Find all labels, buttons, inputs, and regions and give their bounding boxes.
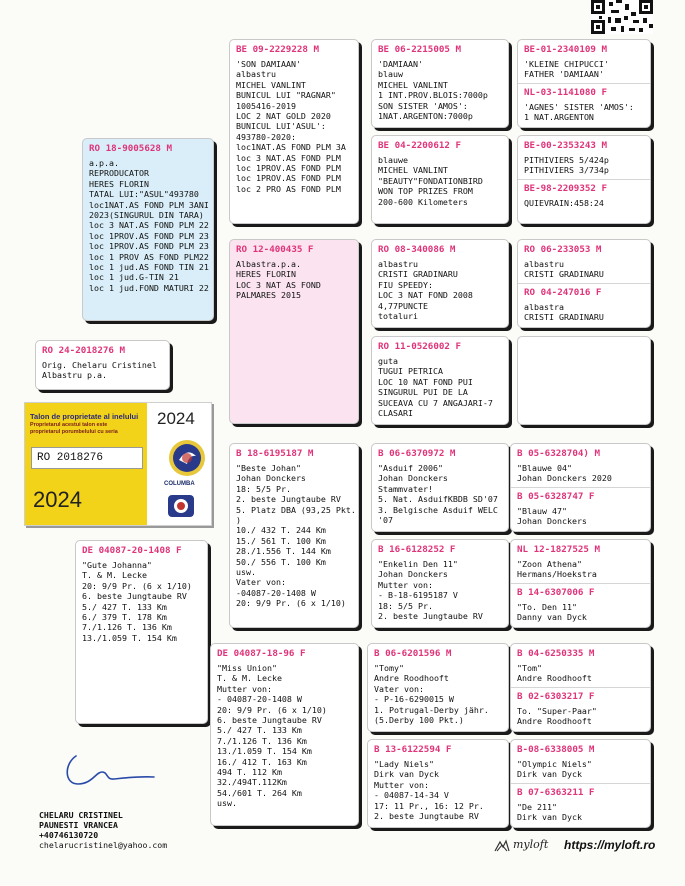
card-line: 7./1.126 T. 136 Km	[217, 735, 307, 746]
card-line: Albastra.p.a.	[236, 259, 301, 269]
card-line: 3. Belgische Asduif WELC	[378, 504, 498, 515]
ring-number: BE-98-2209352 F	[524, 182, 607, 194]
card-line: "Miss Union"	[217, 663, 277, 673]
ring-number: B 06-6370972 M	[378, 448, 456, 459]
pedigree-card-dam-sire	[229, 443, 359, 628]
card-line: 493780-2020:	[236, 131, 296, 142]
card-line: loc 3 NAT.AS FOND PLM	[236, 152, 341, 163]
card-line: 6. beste Jungtaube RV	[217, 715, 322, 726]
owner-name: CHELARU CRISTINEL	[39, 810, 123, 820]
ring-number: RO 24-2018276 M	[42, 345, 125, 356]
myloft-url-link[interactable]: https://myloft.ro	[564, 838, 656, 852]
card-line: albastru	[236, 69, 276, 80]
card-line: )	[236, 515, 241, 526]
card-line: loc 3 NAT.AS FOND PLM 22	[89, 220, 209, 231]
card-line: - B-18-6195187 V	[378, 590, 458, 601]
card-line: loc 1 jud.G-TIN 21	[89, 272, 179, 283]
card-line: "Tom"	[517, 663, 542, 673]
card-line: albastra	[524, 301, 564, 312]
talon-title: Talon de proprietate al inelului	[30, 412, 139, 421]
card-line: totaluri	[378, 311, 418, 322]
card-line: PITHIVIERS 3/734p	[524, 165, 609, 176]
card-line: PALMARES 2015	[236, 290, 301, 301]
divider	[518, 83, 650, 84]
owner-city: PAUNESTI VRANCEA	[39, 820, 118, 830]
card-line: "Enkelin Den 11"	[378, 559, 458, 569]
card-line: "Beste Johan"	[236, 463, 301, 473]
card-line: LOC 10 NAT FOND PUI	[378, 376, 473, 387]
divider	[511, 583, 650, 584]
card-line: 18: 5/5 Pr.	[378, 600, 433, 611]
ring-number: RO 08-340086 M	[378, 244, 456, 255]
card-line: BUNICUL LUI "RAGNAR"	[236, 90, 336, 101]
card-line: Johan Donckers	[378, 473, 448, 484]
card-line: 17: 11 Pr., 16: 12 Pr.	[374, 800, 484, 811]
card-line: "Blauwe 04"	[517, 463, 572, 473]
card-line: CLASARI	[378, 408, 413, 419]
card-line: usw.	[236, 567, 256, 578]
card-line: Andre Roodhooft	[517, 716, 592, 727]
ring-number: B 06-6201596 M	[374, 648, 452, 659]
ring-number: BE-00-2353243 M	[524, 140, 607, 151]
card-line: REPRODUCATOR	[89, 168, 149, 179]
card-line: 15./ 561 T. 100 Km	[236, 535, 326, 546]
ring-number: NL-03-1141080 F	[524, 86, 607, 98]
pedigree-card	[367, 739, 509, 828]
columba-emblem-icon	[168, 439, 206, 477]
card-line: Mutter von:	[378, 579, 433, 590]
pedigree-card-main	[35, 340, 170, 390]
card-line: 5. Platz DBA (93,25 Pkt.	[236, 504, 356, 515]
card-line: "Zoon Athena"	[517, 559, 582, 569]
card-line: "Blauw 47"	[517, 505, 567, 516]
card-line: albastru	[378, 259, 418, 269]
card-line: LOC 2 NAT GOLD 2020	[236, 111, 331, 122]
card-line: 13./1.059 T. 154 Km	[217, 746, 312, 757]
card-line: 50./ 556 T. 100 Km	[236, 556, 326, 567]
card-line: LOC 3 NAT FOND 2008	[378, 290, 473, 301]
card-line: 5./ 427 T. 133 Km	[82, 601, 167, 612]
card-line: HERES FLORIN	[236, 269, 296, 280]
pedigree-card	[371, 443, 509, 532]
card-line: usw.	[217, 798, 237, 809]
card-line: SON SISTER 'AMOS':	[378, 100, 468, 111]
myloft-logo-icon	[494, 839, 510, 853]
card-line: loc 1 jud.FOND MATURI 22	[89, 282, 209, 293]
ring-number: RO 04-247016 F	[524, 286, 602, 298]
ring-number: B 13-6122594 F	[374, 744, 452, 755]
card-line: Andre Roodhooft	[517, 673, 592, 684]
pedigree-card	[367, 643, 509, 732]
federation-logo-icon	[168, 495, 194, 517]
ring-number: RO 12-400435 F	[236, 244, 314, 255]
card-line: 13./1.059 T. 154 Km	[82, 632, 177, 643]
card-line: TUGUI PETRICA	[378, 366, 443, 377]
myloft-footer	[494, 838, 674, 858]
card-line: 20: 9/9 Pr. (6 x 1/10)	[236, 598, 346, 609]
card-line: "To. Den 11"	[517, 601, 577, 612]
ring-number: RO 06-233053 M	[524, 244, 602, 255]
card-line: 2023(SINGURUL DIN TARA)	[89, 210, 204, 221]
card-line: loc1NAT.AS FOND PLM 3ANI	[89, 199, 209, 210]
card-line: loc 1PROV.AS FOND PLM 23	[89, 230, 209, 241]
card-line: loc 1PROV.AS FOND PLM 23	[89, 241, 209, 252]
divider	[518, 283, 650, 284]
card-line: 5. Nat. AsduifKBDB SD'07	[378, 494, 498, 505]
pedigree-card-sire-sire-sire	[229, 39, 359, 224]
pedigree-card-dam-dam	[210, 643, 359, 826]
card-line: "Olympic Niels"	[517, 759, 592, 769]
pedigree-card-sire	[82, 138, 214, 321]
card-line: 6./ 379 T. 178 Km	[82, 612, 167, 623]
ring-number: DE 04087-18-96 F	[217, 648, 306, 659]
card-line: '07	[378, 515, 393, 526]
ring-number: BE 09-2229228 M	[236, 44, 319, 55]
card-line: 494 T. 112 Km	[217, 767, 282, 778]
owner-phone: +40746130720	[39, 830, 99, 840]
card-line: Dirk van Dyck	[374, 769, 439, 780]
card-line: loc 2 PRO AS FOND PLM	[236, 183, 341, 194]
card-line: BUNICUL LUI'ASUL':	[236, 121, 326, 132]
card-line: a.p.a.	[89, 158, 119, 168]
ring-number: B 05-6328704) M	[517, 448, 600, 459]
card-line: loc 1 jud.AS FOND TIN 21	[89, 262, 209, 273]
card-line: Vater von:	[374, 683, 424, 694]
pedigree-card	[371, 39, 509, 128]
ring-number: RO 11-0526002 F	[378, 341, 461, 352]
card-line: blauwe	[378, 155, 408, 165]
ring-number: BE 06-2215005 M	[378, 44, 461, 55]
pedigree-card	[371, 336, 509, 425]
card-line: 1005416-2019	[236, 100, 296, 111]
pedigree-card-pair	[510, 739, 651, 828]
divider	[518, 179, 650, 180]
card-line: guta	[378, 356, 398, 366]
divider	[511, 487, 650, 488]
pedigree-card-sire-dam	[229, 239, 359, 424]
card-line: Johan Donckers	[236, 473, 306, 484]
card-line: PITHIVIERS 5/424p	[524, 155, 609, 165]
card-line: "De 211"	[517, 801, 557, 812]
card-line: MICHEL VANLINT	[378, 165, 448, 176]
card-line: MICHEL VANLINT	[236, 79, 306, 90]
ring-number: NL 12-1827525 M	[517, 544, 600, 555]
card-line: 18: 5/5 Pr.	[236, 483, 291, 494]
talon-year: 2024	[157, 409, 195, 428]
card-line: loc1NAT.AS FOND PLM 3A	[236, 142, 346, 153]
card-line: To. "Super-Paar"	[517, 705, 597, 716]
card-line: CRISTI GRADINARU	[378, 269, 458, 280]
card-line: MICHEL VANLINT	[378, 79, 448, 90]
pedigree-card-pair	[517, 135, 651, 224]
ring-number: RO 18-9005628 M	[89, 143, 172, 154]
card-line: LOC 3 NAT AS FOND	[236, 279, 321, 290]
card-line: 2. beste Jungtaube RV	[374, 811, 479, 822]
columba-label: COLUMBA	[164, 481, 195, 487]
card-line: Mutter von:	[374, 779, 429, 790]
card-line: "BEAUTY"FONDATIONBIRD	[378, 175, 483, 186]
qr-code-icon	[591, 0, 653, 34]
ring-number: BE 04-2200612 F	[378, 140, 461, 151]
card-line: Orig. Chelaru Cristinel	[42, 360, 157, 370]
card-line: QUIEVRAIN:458:24	[524, 197, 604, 208]
ring-number: B 05-6328747 F	[517, 490, 595, 502]
card-line: Johan Donckers	[378, 569, 448, 580]
card-line: -04087-20-1408 W	[236, 587, 316, 598]
card-line: Hermans/Hoekstra	[517, 569, 597, 580]
card-line: Johan Donckers 2020	[517, 473, 612, 484]
card-line: T. & M. Lecke	[82, 570, 147, 581]
ring-ownership-card	[24, 402, 212, 526]
card-line: Andre Roodhooft	[374, 673, 449, 684]
pedigree-card-pair	[517, 39, 651, 128]
card-line: "Asduif 2006"	[378, 463, 443, 473]
card-line: Dirk van Dyck	[517, 769, 582, 780]
card-line: "Lady Niels"	[374, 759, 434, 769]
owner-email: chelarucristinel@yahoo.com	[39, 840, 168, 850]
ring-number: DE 04087-20-1408 F	[82, 545, 182, 556]
pedigree-card	[371, 539, 509, 628]
card-line: SINGURUL PUI DE LA	[378, 387, 468, 398]
pedigree-card-pair	[510, 539, 651, 628]
ring-number: B 04-6250335 M	[517, 648, 595, 659]
card-line: (5.Derby 100 Pkt.)	[374, 715, 464, 726]
card-line: T. & M. Lecke	[217, 673, 282, 684]
ring-number-field: RO 2018276	[31, 447, 143, 469]
card-line: 10./ 432 T. 244 Km	[236, 525, 326, 536]
card-line: "Gute Johanna"	[82, 560, 152, 570]
pedigree-card-dam	[75, 540, 208, 724]
card-line: 1 INT.PROV.BLOIS:7000p	[378, 90, 488, 101]
myloft-logo-text: myloft	[513, 838, 549, 851]
talon-year: 2024	[33, 487, 82, 512]
signature-icon	[62, 746, 158, 794]
card-line: 'KLEINE CHIPUCCI'	[524, 59, 609, 69]
card-line: TATAL LUI:"ASUL"493780	[89, 189, 199, 200]
card-line: 'SON DAMIAAN'	[236, 59, 301, 69]
ring-number: B 02-6303217 F	[517, 690, 595, 702]
card-line: "Tomy"	[374, 663, 404, 673]
card-line: Mutter von:	[217, 683, 272, 694]
card-line: 200-600 Kilometers	[378, 196, 468, 207]
card-line: 6. beste Jungtaube RV	[82, 591, 187, 602]
pedigree-card	[371, 135, 509, 224]
card-line: CRISTI GRADINARU	[524, 269, 604, 280]
ring-number: B 18-6195187 M	[236, 448, 314, 459]
ring-number: BE-01-2340109 M	[524, 44, 607, 55]
card-line: 1NAT.ARGENTON:7000p	[378, 111, 473, 122]
ring-number: B 14-6307006 F	[517, 586, 595, 598]
ring-number: B-08-6338005 M	[517, 744, 595, 755]
pedigree-card-pair	[510, 643, 651, 732]
card-line: - 04087-14-34 V	[374, 790, 449, 801]
card-line: HERES FLORIN	[89, 178, 149, 189]
owner-info	[39, 810, 167, 850]
card-line: FIU SPEEDY:	[378, 279, 433, 290]
card-line: 'AGNES' SISTER 'AMOS':	[524, 101, 634, 112]
card-line: - P-16-6290015 W	[374, 694, 454, 705]
card-line: 20: 9/9 Pr. (6 x 1/10)	[82, 580, 192, 591]
talon-subtitle	[30, 422, 118, 435]
card-line: loc 1PROV.AS FOND PLM	[236, 173, 341, 184]
card-line: 1. Potrugal-Derby jähr.	[374, 704, 489, 715]
card-line: Dirk van Dyck	[517, 812, 582, 823]
card-line: 32./494T.112Km	[217, 777, 287, 788]
card-line: albastru	[524, 259, 564, 269]
card-line: Johan Donckers	[517, 516, 587, 527]
card-line: Stammvater!	[378, 483, 433, 494]
divider	[511, 687, 650, 688]
pedigree-card-empty	[517, 336, 651, 425]
card-line: 28./1.556 T. 144 Km	[236, 546, 331, 557]
card-line: 2. beste Jungtaube RV	[236, 494, 341, 505]
card-line: - 04087-20-1408 W	[217, 694, 302, 705]
card-line: Albastru p.a.	[42, 370, 107, 381]
card-line: 20: 9/9 Pr. (6 x 1/10)	[217, 704, 327, 715]
card-line: WON TOP PRIZES FROM	[378, 186, 473, 197]
card-line: SUCEAVA CU 7 ANGAJARI-7	[378, 397, 493, 408]
card-line: Danny van Dyck	[517, 612, 587, 623]
card-line: 5./ 427 T. 133 Km	[217, 725, 302, 736]
card-line: Vater von:	[236, 577, 286, 588]
card-line: 2. beste Jungtaube RV	[378, 611, 483, 622]
card-line: CRISTI GRADINARU	[524, 312, 604, 323]
card-line: 'DAMIAAN'	[378, 59, 423, 69]
pedigree-card-pair	[517, 239, 651, 328]
talon-subtitle-line: Proprietarul acestui talon este	[30, 422, 108, 428]
card-line: loc 1 PROV AS FOND PLM22	[89, 251, 209, 262]
ring-number: B 07-6363211 F	[517, 786, 595, 798]
pedigree-card-pair	[510, 443, 651, 532]
card-line: 4,77PUNCTE	[378, 300, 428, 311]
card-line: FATHER 'DAMIAAN'	[524, 69, 604, 80]
card-line: loc 1PROV.AS FOND PLM	[236, 163, 341, 174]
card-line: 16./ 412 T. 163 Km	[217, 756, 307, 767]
card-line: 7./1.126 T. 136 Km	[82, 622, 172, 633]
pedigree-card	[371, 239, 509, 328]
card-line: 1 NAT.ARGENTON	[524, 112, 594, 123]
card-line: blauw	[378, 69, 403, 80]
card-line: 54./601 T. 264 Km	[217, 787, 302, 798]
divider	[511, 783, 650, 784]
talon-subtitle-line: proprietarul porumbelului cu seria	[30, 428, 118, 435]
ring-number: B 16-6128252 F	[378, 544, 456, 555]
